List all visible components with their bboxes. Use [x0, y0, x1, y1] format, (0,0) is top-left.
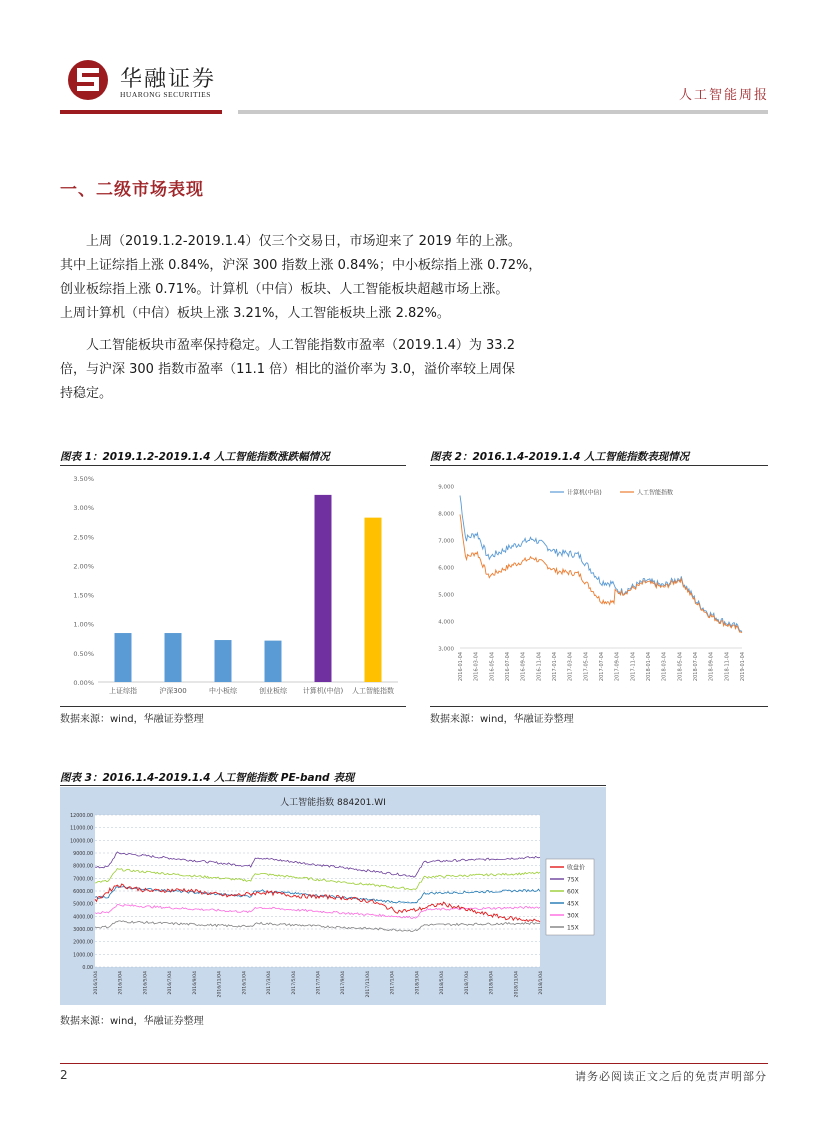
figure3-chart [60, 787, 606, 1005]
paragraph-market-summary [60, 230, 580, 326]
chart3-legend-label: 75X [567, 876, 579, 884]
chart3-ytick-label: 2000.00 [73, 940, 93, 946]
figure1-chart [60, 468, 406, 706]
chart1-xtick-label: 人工智能指数 [352, 687, 394, 695]
section-title: 一、二级市场表现 [60, 180, 204, 200]
figure2-bottom-rule [430, 706, 768, 707]
chart1-xtick-label: 沪深300 [159, 687, 187, 695]
logo-chinese-name: 华融证券 [120, 67, 217, 92]
chart3-title: 人工智能指数 884201.WI [280, 798, 386, 808]
chart1-bar [165, 633, 182, 682]
figure2-caption-rule [430, 465, 768, 466]
chart3-xtick-label: 2018/1/04 [539, 971, 544, 995]
page-number: 2 [60, 1068, 68, 1082]
figure1-caption: 图表 1：2019.1.2-2019.1.4 人工智能指数涨跌幅情况 [60, 451, 330, 463]
chart2-ytick-label: 5,000 [438, 592, 454, 599]
figure2-chart [430, 468, 768, 706]
figure3-caption: 图表 3：2016.1.4-2019.1.4 人工智能指数 PE-band 表现 [60, 772, 355, 784]
chart2-xtick-label: 2016-11-04 [536, 652, 543, 682]
chart1-background [60, 468, 406, 706]
chart2-xtick-label: 2018-11-04 [724, 652, 731, 682]
bar-chart [60, 468, 406, 706]
chart2-xtick-label: 2018-01-04 [646, 652, 652, 682]
chart3-xtick-label: 2017/9/04 [341, 971, 347, 995]
line-chart [430, 468, 768, 706]
chart1-xtick-label: 上证综指 [109, 687, 137, 695]
chart3-xtick-label: 2017/1/04 [390, 971, 396, 995]
chart3-xtick-label: 2017/3/04 [267, 971, 273, 995]
pe-band-chart [60, 787, 606, 1005]
chart2-xtick-label: 2016-01-04 [458, 652, 464, 682]
company-logo [68, 60, 238, 106]
chart2-xtick-label: 2016-09-04 [520, 652, 527, 682]
chart2-legend-label: 计算机(中信) [567, 489, 602, 497]
chart1-ytick-label: 3.00% [73, 504, 94, 513]
chart3-xtick-label: 2016/1/04 [242, 971, 248, 995]
chart1-bar [365, 518, 382, 682]
chart2-xtick-label: 2016-03-04 [473, 652, 480, 682]
paragraph-line: 其中上证综指上涨 0.84%，沪深 300 指数上涨 0.84%；中小板综指上涨 0.72%， [60, 258, 542, 273]
figure1-source: 数据来源：wind，华融证券整理 [60, 714, 204, 725]
paragraph-line: 倍，与沪深 300 指数市盈率（11.1 倍）相比的溢价率为 3.0，溢价率较上周保 [60, 362, 515, 377]
chart3-xtick-label: 2018/3/04 [415, 971, 421, 995]
chart3-xtick-label: 2018/11/04 [514, 971, 520, 998]
logo-english-name: HUARONG SECURITIES [120, 90, 211, 99]
chart3-legend-label: 30X [567, 912, 579, 920]
chart1-bar [215, 640, 232, 682]
paragraph-line: 创业板综指上涨 0.71%。计算机（中信）板块、人工智能板块超越市场上涨。 [60, 282, 509, 297]
chart1-bar [315, 495, 332, 682]
chart3-ytick-label: 0.00 [82, 966, 93, 971]
paragraph-line: 上周（2019.1.2-2019.1.4）仅三个交易日，市场迎来了 2019 年的上涨。 [86, 234, 521, 249]
chart2-xtick-label: 2019-01-04 [740, 652, 746, 682]
chart3-xtick-label: 2017/5/04 [291, 971, 297, 995]
footer-rule [60, 1063, 768, 1064]
chart2-ytick-label: 9,000 [438, 484, 454, 491]
chart3-plot-area [95, 815, 540, 967]
chart1-bar [265, 641, 282, 682]
chart3-xtick-label: 2017/11/04 [365, 971, 371, 998]
paragraph-line: 持稳定。 [60, 386, 113, 401]
chart2-ytick-label: 8,000 [438, 511, 454, 518]
figure1-bottom-rule [60, 706, 406, 707]
chart3-xtick-label: 2018/7/04 [464, 971, 470, 995]
header-divider-accent [60, 110, 222, 114]
chart1-ytick-label: 3.50% [73, 475, 94, 483]
chart2-xtick-label: 2017-05-04 [583, 652, 590, 682]
footer-disclaimer: 请务必阅读正文之后的免责声明部分 [575, 1070, 767, 1083]
chart3-xtick-label: 2016/5/04 [143, 971, 149, 995]
chart3-ytick-label: 3000.00 [73, 928, 93, 933]
chart1-xtick-label: 创业板综 [259, 687, 287, 695]
chart2-xtick-label: 2017-11-04 [630, 652, 637, 682]
chart3-xtick-label: 2017/7/04 [316, 971, 322, 995]
chart1-ytick-label: 1.50% [73, 591, 94, 600]
chart1-ytick-label: 2.50% [73, 533, 94, 542]
chart3-legend-label: 15X [567, 924, 579, 932]
chart1-xtick-label: 中小板综 [209, 687, 237, 695]
chart2-ytick-label: 7,000 [438, 538, 454, 545]
chart3-legend-label: 45X [567, 900, 579, 908]
chart2-xtick-label: 2016-05-04 [489, 652, 496, 682]
chart2-xtick-label: 2017-07-04 [599, 652, 605, 682]
chart2-xtick-label: 2018-03-04 [661, 652, 668, 682]
chart3-legend-label: 60X [567, 888, 579, 896]
chart3-xtick-label: 2016/7/04 [168, 971, 174, 995]
figure1-caption-rule [60, 465, 406, 466]
chart3-ytick-label: 9000.00 [73, 852, 93, 857]
chart3-xtick-label: 2018/5/04 [440, 971, 446, 995]
chart3-xtick-label: 2016/9/04 [192, 971, 198, 995]
chart2-xtick-label: 2018-07-04 [693, 652, 699, 682]
chart2-ytick-label: 3,000 [438, 646, 454, 653]
chart1-xtick-label: 计算机(中信) [302, 687, 344, 695]
paragraph-line: 上周计算机（中信）板块上涨 3.21%，人工智能板块上涨 2.82%。 [60, 306, 450, 321]
chart3-ytick-label: 5000.00 [73, 902, 93, 908]
figure3-caption-rule [60, 785, 606, 786]
chart2-xtick-label: 2017-03-04 [567, 652, 574, 682]
chart3-ytick-label: 1000.00 [73, 953, 93, 959]
chart3-legend-label: 收盘价 [567, 864, 586, 872]
chart3-xtick-label: 2016/1/04 [94, 971, 99, 995]
chart2-legend-label: 人工智能指数 [637, 489, 674, 497]
chart1-ytick-label: 1.00% [73, 620, 94, 629]
chart3-ytick-label: 7000.00 [73, 877, 93, 883]
chart2-xtick-label: 2017-09-04 [614, 652, 621, 682]
chart3-xtick-label: 2016/11/04 [217, 971, 223, 998]
paragraph-pe-summary [60, 334, 580, 406]
logo-emblem-icon [68, 60, 108, 100]
chart3-ytick-label: 10000.00 [70, 839, 93, 845]
chart2-ytick-label: 6,000 [438, 565, 454, 572]
chart3-xtick-label: 2016/3/04 [118, 971, 124, 995]
report-type-label: 人工智能周报 [678, 88, 769, 103]
chart3-ytick-label: 8000.00 [73, 864, 93, 870]
figure2-caption: 图表 2：2016.1.4-2019.1.4 人工智能指数表现情况 [430, 451, 690, 463]
chart1-ytick-label: 2.00% [73, 562, 94, 571]
chart3-ytick-label: 11000.00 [70, 826, 93, 832]
chart1-bar [115, 633, 132, 682]
chart2-xtick-label: 2016-07-04 [505, 652, 511, 682]
figure2-source: 数据来源：wind，华融证券整理 [430, 714, 574, 725]
chart2-xtick-label: 2018-05-04 [677, 652, 684, 682]
chart3-ytick-label: 6000.00 [73, 890, 93, 895]
header-divider [238, 110, 768, 114]
chart1-ytick-label: 0.50% [73, 649, 94, 658]
chart1-ytick-label: 0.00% [73, 679, 94, 687]
chart2-ytick-label: 4,000 [438, 619, 454, 626]
chart2-xtick-label: 2018-09-04 [708, 652, 715, 682]
chart2-xtick-label: 2017-01-04 [552, 652, 558, 682]
chart3-ytick-label: 4000.00 [73, 915, 93, 921]
chart3-ytick-label: 12000.00 [70, 814, 93, 819]
figure3-source: 数据来源：wind，华融证券整理 [60, 1016, 204, 1027]
paragraph-line: 人工智能板块市盈率保持稳定。人工智能指数市盈率（2019.1.4）为 33.2 [86, 338, 515, 353]
chart3-xtick-label: 2018/9/04 [489, 971, 495, 995]
